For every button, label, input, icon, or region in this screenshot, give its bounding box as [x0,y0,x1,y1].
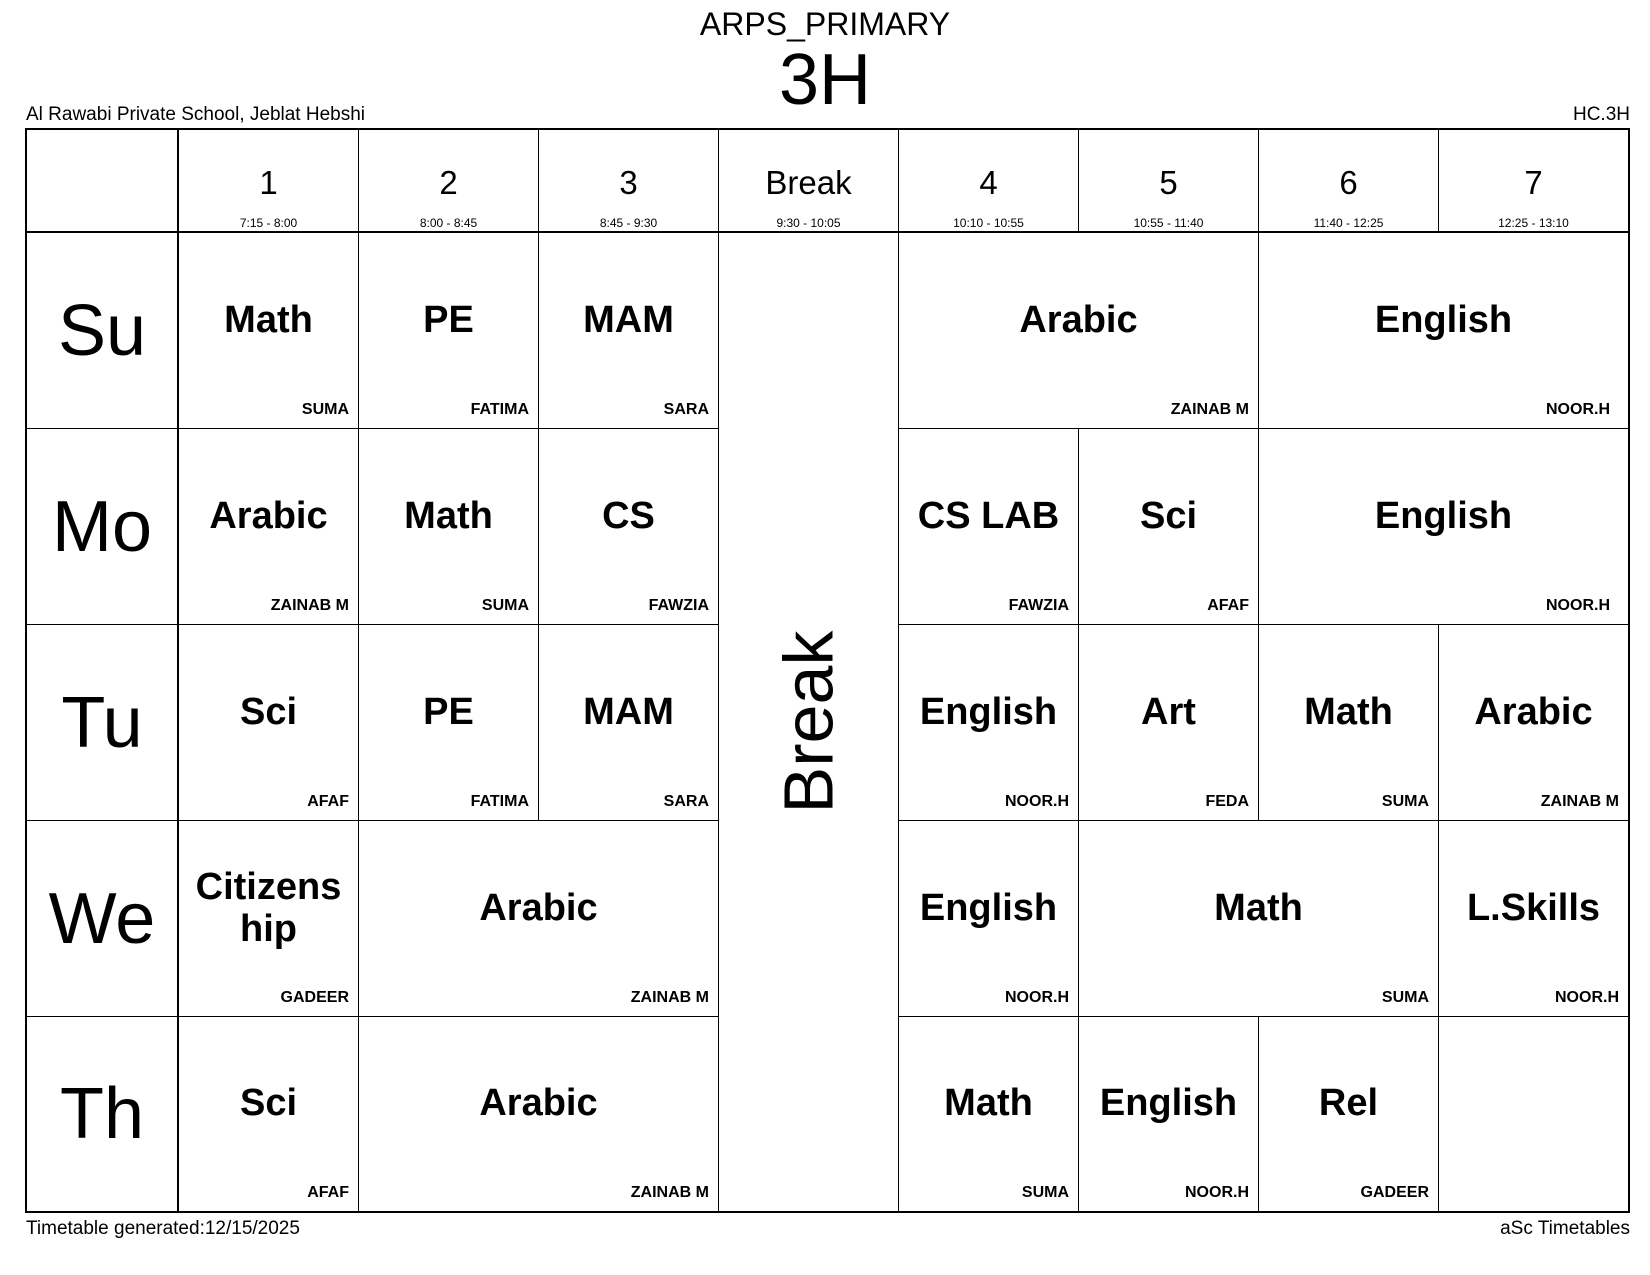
day-label: Su [57,290,147,371]
class-name: 3H [778,40,872,120]
period-time: 8:45 - 9:30 [599,216,658,230]
lesson-subject: English [919,886,1058,929]
day-label-cell [27,821,179,1017]
school-name: Al Rawabi Private School, Jeblat Hebshi [26,104,366,125]
lesson-teacher: NOOR.H [1546,401,1610,418]
lesson-teacher: AFAF [1207,597,1249,614]
lesson-card[interactable] [1079,429,1259,625]
day-label-cell [27,233,179,429]
lesson-subject: L.Skills [1466,886,1601,929]
lesson-subject: Arabic [479,886,598,929]
empty-slot [1439,1017,1628,1211]
lesson-subject: CS [602,494,655,537]
period-header-3 [539,130,719,233]
lesson-subject: MAM [583,690,674,733]
lesson-card[interactable] [899,233,1259,429]
period-header-5 [1079,130,1259,233]
lesson-card[interactable] [1079,821,1439,1017]
lesson-teacher: SUMA [1381,793,1429,810]
day-label: Tu [61,682,143,763]
day-label-cell [27,1017,179,1211]
corner-cell [27,130,179,233]
software-brand: aSc Timetables [1500,1218,1630,1239]
day-label: Th [59,1074,145,1154]
lesson-teacher: ZAINAB M [630,1184,709,1201]
lesson-teacher: FATIMA [470,401,529,418]
lesson-card[interactable] [899,821,1079,1017]
lesson-card[interactable] [1259,1017,1439,1211]
lesson-subject: English [1374,298,1513,341]
lesson-teacher: NOOR.H [1005,793,1069,810]
lesson-card[interactable] [899,429,1079,625]
lesson-teacher: FAWZIA [648,597,709,614]
lesson-subject: Sci [239,690,298,733]
lesson-subject: PE [423,298,474,341]
lesson-subject: English [1374,494,1513,537]
lesson-teacher: ZAINAB M [1540,793,1619,810]
lesson-subject: Arabic [1474,690,1593,733]
lesson-card[interactable] [179,429,359,625]
lesson-card[interactable] [359,821,719,1017]
lesson-teacher: AFAF [307,793,349,810]
lesson-subject: Arabic [479,1082,598,1124]
timetable-title: ARPS_PRIMARY [699,6,951,42]
period-number: 3 [619,164,638,201]
lesson-subject: MAM [583,298,674,341]
lesson-teacher: FATIMA [470,793,529,810]
period-number: 6 [1339,164,1358,201]
period-header-4 [899,130,1079,233]
lesson-teacher: FEDA [1205,793,1249,810]
lesson-card[interactable] [1439,821,1628,1017]
lesson-card[interactable] [1439,625,1628,821]
period-header-break [719,130,899,233]
lesson-subject: Sci [1139,494,1198,537]
lesson-card[interactable] [359,1017,719,1211]
break-column [719,233,899,1211]
period-time: 7:15 - 8:00 [239,216,298,230]
lesson-card[interactable] [539,625,719,821]
lesson-teacher: NOOR.H [1546,597,1610,614]
lesson-subject: Math [1304,690,1393,733]
lesson-card[interactable] [179,233,359,429]
day-label: Mo [51,486,153,567]
timetable-grid [25,128,1630,1213]
lesson-teacher: SARA [663,793,709,810]
lesson-card[interactable] [179,1017,359,1211]
lesson-subject: Citizens hip [195,865,342,950]
day-label: We [48,878,156,959]
lesson-teacher: GADEER [1360,1184,1429,1201]
period-time: 9:30 - 10:05 [776,216,841,230]
lesson-subject: PE [423,690,474,733]
lesson-card[interactable] [179,821,359,1017]
lesson-card[interactable] [539,233,719,429]
lesson-card[interactable] [1079,1017,1259,1211]
lesson-teacher: GADEER [280,989,349,1006]
period-number: 4 [979,164,998,201]
period-number: 7 [1524,164,1543,201]
lesson-teacher: ZAINAB M [270,597,349,614]
lesson-subject: Math [404,494,493,537]
lesson-teacher: SARA [663,401,709,418]
period-time: 8:00 - 8:45 [419,216,478,230]
lesson-teacher: ZAINAB M [630,989,709,1006]
lesson-card[interactable] [1259,625,1439,821]
lesson-card[interactable] [899,625,1079,821]
day-label-cell [27,429,179,625]
lesson-card[interactable] [1259,233,1628,429]
lesson-teacher: SUMA [1021,1184,1069,1201]
lesson-card[interactable] [1259,429,1628,625]
day-label-cell [27,625,179,821]
lesson-teacher: AFAF [307,1184,349,1201]
lesson-teacher: SUMA [301,401,349,418]
period-header-6 [1259,130,1439,233]
lesson-card[interactable] [359,233,539,429]
period-number: 1 [259,164,278,201]
period-time: 11:40 - 12:25 [1313,216,1384,230]
lesson-subject: Sci [239,1082,298,1124]
lesson-teacher: ZAINAB M [1170,401,1249,418]
period-time: 10:55 - 11:40 [1133,216,1204,230]
lesson-teacher: NOOR.H [1555,989,1619,1006]
period-header-2 [359,130,539,233]
lesson-subject: Rel [1318,1082,1379,1124]
period-time: 12:25 - 13:10 [1498,216,1569,230]
generated-date: Timetable generated:12/15/2025 [26,1218,300,1239]
period-time: 10:10 - 10:55 [953,216,1024,230]
period-number: Break [765,164,852,201]
lesson-subject: Arabic [1019,298,1138,341]
lesson-subject: Art [1141,690,1196,733]
lesson-card[interactable] [179,625,359,821]
lesson-subject: Math [944,1082,1033,1124]
period-header-7 [1439,130,1628,233]
lesson-subject: Arabic [209,494,328,537]
break-label: Break [769,630,848,814]
lesson-card[interactable] [539,429,719,625]
lesson-subject: English [1099,1082,1238,1124]
lesson-card[interactable] [899,1017,1079,1211]
class-code: HC.3H [1572,104,1630,125]
lesson-teacher: NOOR.H [1005,989,1069,1006]
lesson-card[interactable] [359,625,539,821]
lesson-teacher: SUMA [481,597,529,614]
lesson-teacher: NOOR.H [1185,1184,1249,1201]
lesson-subject: CS LAB [917,494,1060,537]
period-header-1 [179,130,359,233]
period-number: 5 [1159,164,1178,201]
period-number: 2 [439,164,458,201]
lesson-subject: Math [224,298,313,341]
lesson-teacher: SUMA [1381,989,1429,1006]
lesson-card[interactable] [359,429,539,625]
lesson-subject: English [919,690,1058,733]
lesson-card[interactable] [1079,625,1259,821]
lesson-subject: Math [1214,886,1303,929]
lesson-teacher: FAWZIA [1008,597,1069,614]
